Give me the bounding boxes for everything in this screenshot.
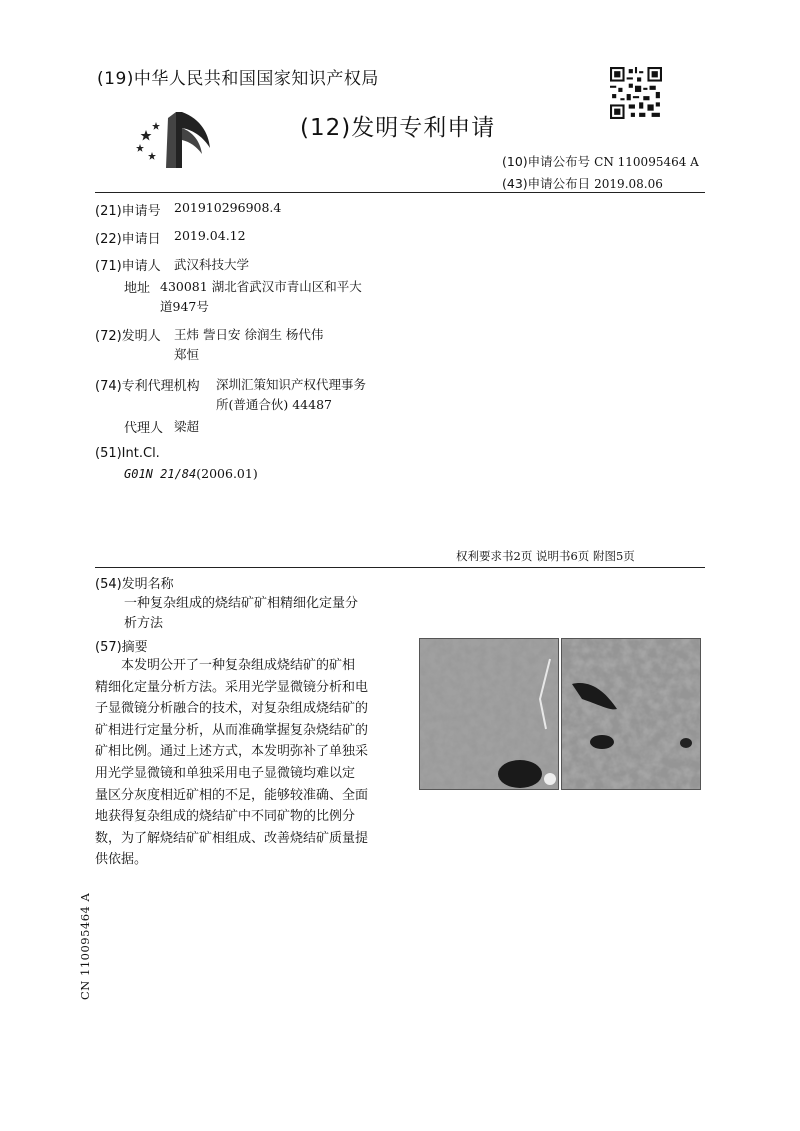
abstract-line: 量区分灰度相近矿相的不足，能够较准确、全面 — [95, 787, 369, 803]
cnipa-logo-icon — [132, 108, 212, 172]
application-number: 201910296908.4 — [174, 200, 282, 215]
ipc-label: (51)Int.Cl. — [95, 446, 160, 461]
abstract-body — [95, 655, 368, 871]
agent: 梁超 — [174, 419, 200, 434]
applicant: 武汉科技大学 — [174, 257, 250, 272]
address-label: 地址 — [124, 281, 151, 296]
inventors-label: (72)发明人 — [95, 329, 161, 344]
side-publication-number-text: CN 110095464 A — [78, 892, 92, 1000]
invention-title-line-2: 析方法 — [124, 616, 164, 631]
abstract-line: 地获得复杂组成的烧结矿中不同矿物的比例分 — [95, 809, 356, 825]
agency-line-1: 深圳汇策知识产权代理事务 — [216, 377, 367, 392]
ipc-code: G01N 21/84 — [124, 467, 197, 481]
publication-number: CN 110095464 A — [594, 155, 699, 169]
publication-date: 2019.08.06 — [594, 177, 663, 191]
page-count-divider — [95, 567, 705, 568]
agency-line-2: 所(普通合伙) 44487 — [216, 397, 332, 412]
address-line-1: 430081 湖北省武汉市青山区和平大 — [160, 279, 362, 294]
office-name: (19)中华人民共和国国家知识产权局 — [97, 69, 379, 89]
publication-number-row — [502, 152, 699, 170]
abstract-line: 子显微镜分析融合的技术，对复杂组成烧结矿的 — [95, 701, 369, 717]
application-date-label: (22)申请日 — [95, 232, 161, 247]
abstract-line: 矿相比例。通过上述方式，本发明弥补了单独采 — [95, 744, 369, 760]
abstract-line: 用光学显微镜和单独采用电子显微镜均难以定 — [95, 765, 356, 781]
abstract-label: (57)摘要 — [95, 640, 148, 655]
header-divider — [95, 192, 705, 193]
applicant-label: (71)申请人 — [95, 259, 161, 274]
document-type: (12)发明专利申请 — [300, 115, 496, 141]
ipc-version: (2006.01) — [196, 466, 258, 481]
invention-title-line-1: 一种复杂组成的烧结矿矿相精细化定量分 — [124, 596, 359, 611]
agency-label: (74)专利代理机构 — [95, 379, 200, 394]
inventors-line-2: 郑恒 — [174, 347, 200, 362]
electron-micrograph-image — [561, 638, 701, 790]
publication-date-label: (43)申请公布日 — [502, 176, 591, 191]
application-number-label: (21)申请号 — [95, 204, 161, 219]
qr-code-icon[interactable] — [610, 67, 662, 119]
side-publication-number — [78, 892, 94, 1000]
publication-date-row — [502, 174, 663, 192]
inventors-line-1: 王炜 訾日安 徐润生 杨代伟 — [174, 327, 324, 342]
ipc-classification — [124, 466, 258, 481]
page-counts: 权利要求书2页 说明书6页 附图5页 — [456, 549, 635, 563]
address-line-2: 道947号 — [160, 299, 209, 314]
abstract-line: 本发明公开了一种复杂组成烧结矿的矿相 — [121, 658, 356, 673]
invention-title-label: (54)发明名称 — [95, 577, 174, 592]
abstract-line: 精细化定量分析方法。采用光学显微镜分析和电 — [95, 679, 369, 695]
application-date: 2019.04.12 — [174, 228, 246, 243]
abstract-line: 数，为了解烧结矿矿相组成、改善烧结矿质量提 — [95, 830, 369, 846]
publication-number-label: (10)申请公布号 — [502, 154, 591, 169]
abstract-line: 供依据。 — [95, 852, 148, 868]
abstract-line: 矿相进行定量分析，从而准确掌握复杂烧结矿的 — [95, 722, 369, 738]
optical-micrograph-image — [419, 638, 559, 790]
agent-label: 代理人 — [124, 421, 164, 436]
